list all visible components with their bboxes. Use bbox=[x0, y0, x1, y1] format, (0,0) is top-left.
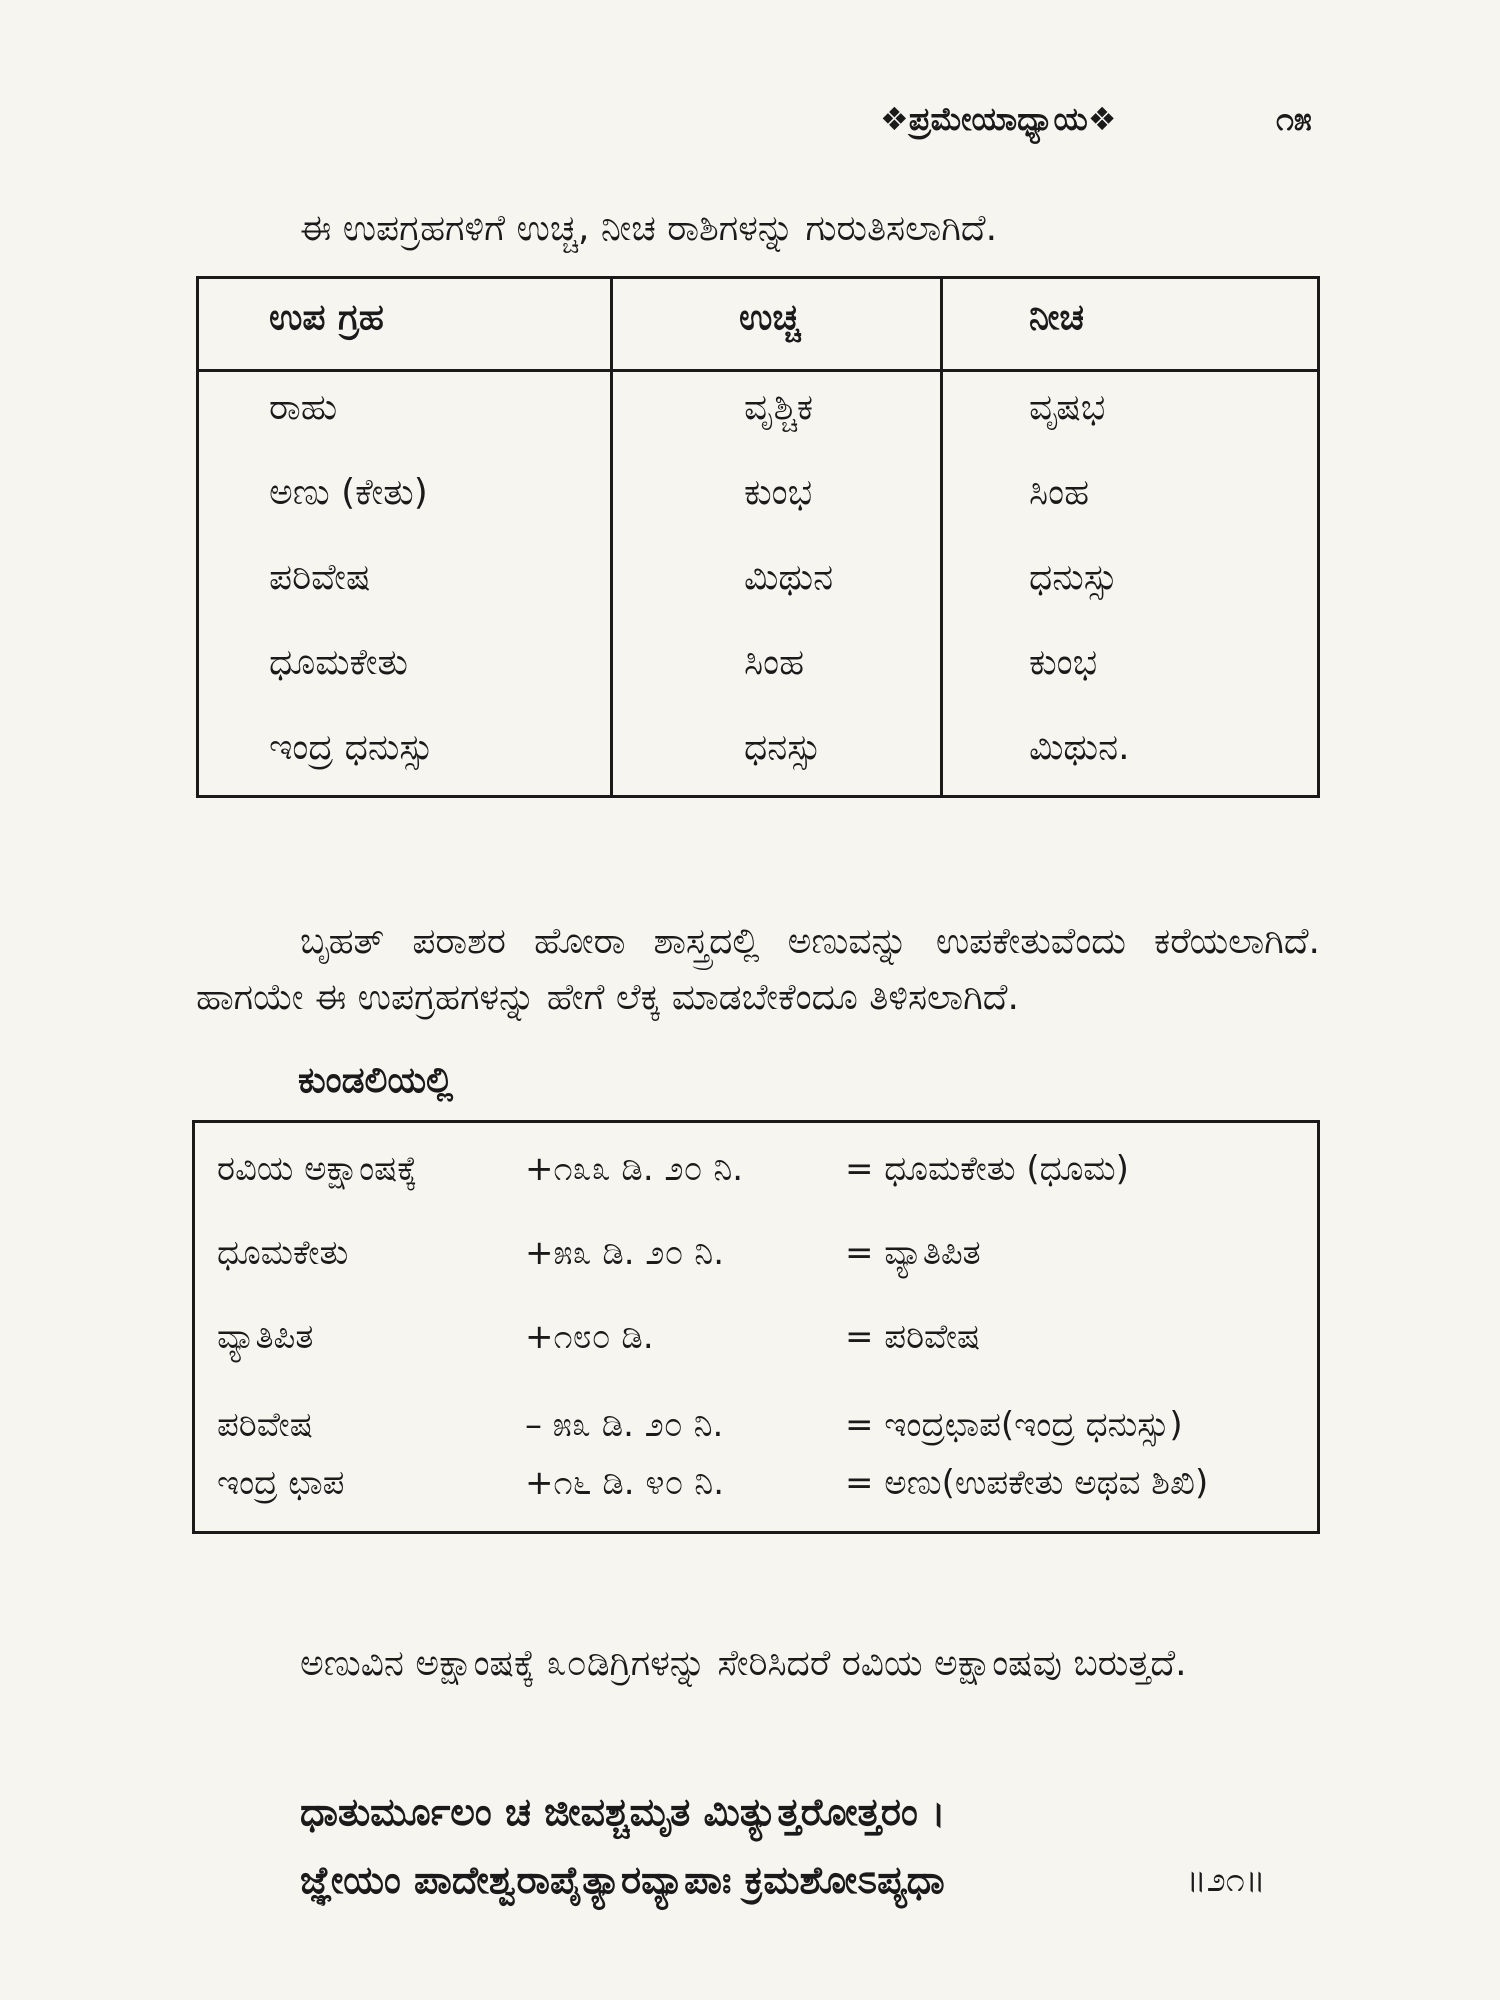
section-heading-kundali: ಕುಂಡಲಿಯಲ್ಲಿ bbox=[298, 1060, 454, 1101]
calc-value: – ೫೩ ಡಿ. ೨೦ ನಿ. bbox=[525, 1405, 724, 1445]
table-row bbox=[199, 464, 1317, 549]
table-cell-upagraha: ಇಂದ್ರ ಧನುಸ್ಸು bbox=[269, 727, 434, 768]
calculation-box bbox=[192, 1120, 1320, 1534]
table-cell-neecha: ಧನುಸ್ಸು bbox=[1029, 557, 1118, 598]
table-cell-upagraha: ಅಣು (ಕೇತು) bbox=[269, 472, 428, 513]
calculation-row bbox=[195, 1149, 1317, 1203]
page-number: ೧೫ bbox=[1276, 100, 1312, 138]
calculation-row bbox=[195, 1463, 1317, 1517]
table-cell-uchcha: ಧನಸ್ಸು bbox=[744, 727, 822, 768]
calc-value: +೧೮೦ ಡಿ. bbox=[525, 1317, 654, 1357]
calc-name: ರವಿಯ ಅಕ್ಷಾಂಷಕ್ಕೆ bbox=[217, 1149, 418, 1189]
calc-result: = ಪರಿವೇಷ bbox=[845, 1317, 981, 1357]
table-cell-uchcha: ಕುಂಭ bbox=[744, 472, 813, 513]
table-row bbox=[199, 379, 1317, 464]
table-cell-uchcha: ವೃಶ್ಚಿಕ bbox=[744, 387, 814, 428]
intro-line: ಈ ಉಪಗ್ರಹಗಳಿಗೆ ಉಚ್ಚ, ನೀಚ ರಾಶಿಗಳನ್ನು ಗುರುತಿಸಲಾಗಿದೆ. bbox=[300, 208, 998, 249]
table-cell-uchcha: ಮಿಥುನ bbox=[744, 557, 834, 598]
running-head: ❖ಪ್ರಮೇಯಾಧ್ಯಾಯ❖ bbox=[880, 100, 1117, 138]
verse-line-1: ಧಾತುರ್ಮೂಲಂ ಚ ಜೀವಶ್ಚಮೃತ ಮಿತ್ಯುತ್ತರೋತ್ತರಂ । bbox=[300, 1790, 946, 1834]
calculation-row bbox=[195, 1317, 1317, 1371]
table-header-upagraha: ಉಪ ಗ್ರಹ bbox=[269, 297, 384, 338]
paragraph-upaketu: ಬೃಹತ್ ಪರಾಶರ ಹೋರಾ ಶಾಸ್ತ್ರದಲ್ಲಿ ಅಣುವನ್ನು ಉಪಕೇತುವೆಂದು ಕರೆಯಲಾಗಿದೆ. ಹಾಗಯೇ ಈ ಉಪಗ್ರಹಗಳನ್ನು ಹೇಗೆ ಲೆಕ್ಕ ಮಾಡಬೇಕೆಂದೂ ತಿಳಿಸಲಾಗಿದೆ. bbox=[196, 921, 1320, 1018]
calc-result: = ವ್ಯಾತಿಪಿತ bbox=[845, 1233, 981, 1273]
table-cell-neecha: ಮಿಥುನ. bbox=[1029, 727, 1130, 768]
calc-name: ವ್ಯಾತಿಪಿತ bbox=[217, 1317, 314, 1357]
calc-name: ಇಂದ್ರ ಛಾಪ bbox=[217, 1463, 345, 1503]
table-cell-neecha: ವೃಷಭ bbox=[1029, 387, 1106, 428]
calc-value: +೧೬ ಡಿ. ೪೦ ನಿ. bbox=[525, 1463, 725, 1503]
table-cell-upagraha: ಧೂಮಕೇತು bbox=[269, 642, 408, 683]
table-body bbox=[199, 379, 1317, 804]
table-cell-upagraha: ರಾಹು bbox=[269, 387, 338, 428]
table-cell-uchcha: ಸಿಂಹ bbox=[744, 642, 805, 683]
verse-number: ॥೨೧॥ bbox=[1186, 1860, 1266, 1900]
table-row bbox=[199, 549, 1317, 634]
table-header-uchcha: ಉಚ್ಚ bbox=[739, 297, 801, 338]
calc-result: = ಧೂಮಕೇತು (ಧೂಮ) bbox=[845, 1149, 1129, 1189]
paragraph-conclusion: ಅಣುವಿನ ಅಕ್ಷಾಂಷಕ್ಕೆ ೩೦ಡಿಗ್ರಿಗಳನ್ನು ಸೇರಿಸಿದರೆ ರವಿಯ ಅಕ್ಷಾಂಷವು ಬರುತ್ತದೆ. bbox=[300, 1643, 1187, 1684]
calc-result: = ಅಣು(ಉಪಕೇತು ಅಥವ ಶಿಖಿ) bbox=[845, 1463, 1209, 1503]
calc-result: = ಇಂದ್ರಛಾಪ(ಇಂದ್ರ ಧನುಸ್ಸು) bbox=[845, 1405, 1183, 1445]
table-cell-upagraha: ಪರಿವೇಷ bbox=[269, 557, 371, 598]
table-header-divider bbox=[199, 369, 1317, 372]
verse-line-2: ಜ್ಞೇಯಂ ಪಾದೇಶ್ವರಾಪೈತ್ಯಾರವ್ಯಾಪಾಃ ಕ್ರಮಶೋಽಪ್ಯಧಾ bbox=[300, 1858, 945, 1902]
table-header-neecha: ನೀಚ bbox=[1029, 297, 1084, 338]
table-row bbox=[199, 634, 1317, 719]
table-cell-neecha: ಕುಂಭ bbox=[1029, 642, 1098, 683]
calc-name: ಧೂಮಕೇತು bbox=[217, 1233, 349, 1273]
table-row bbox=[199, 719, 1317, 804]
calc-name: ಪರಿವೇಷ bbox=[217, 1405, 313, 1445]
calculation-row bbox=[195, 1405, 1317, 1459]
table-cell-neecha: ಸಿಂಹ bbox=[1029, 472, 1090, 513]
calc-value: +೧೩೩ ಡಿ. ೨೦ ನಿ. bbox=[525, 1149, 744, 1189]
upagraha-table bbox=[196, 276, 1320, 798]
calculation-row bbox=[195, 1233, 1317, 1287]
calc-value: +೫೩ ಡಿ. ೨೦ ನಿ. bbox=[525, 1233, 725, 1273]
